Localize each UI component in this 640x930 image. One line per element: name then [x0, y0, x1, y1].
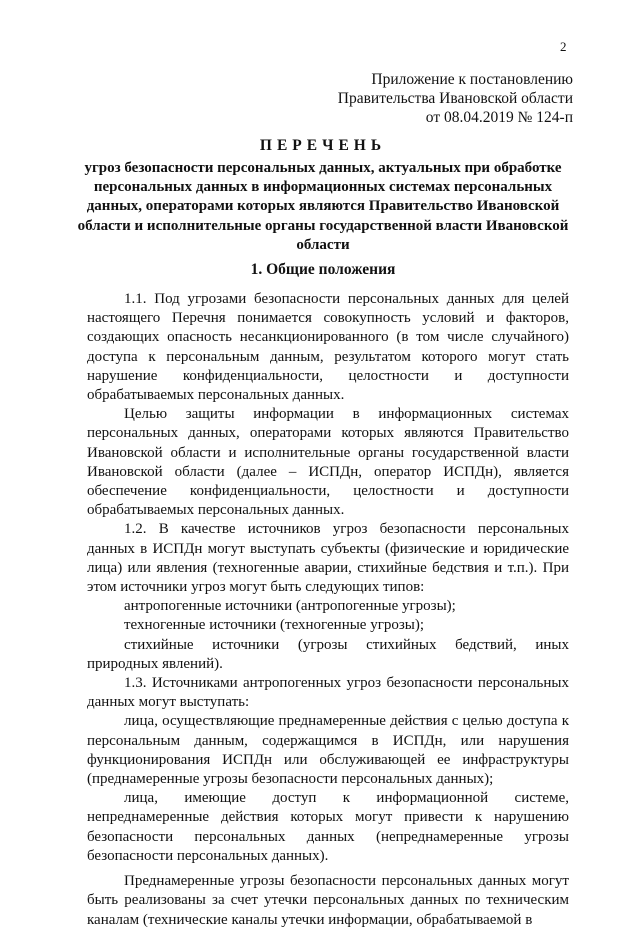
document-body [87, 290, 569, 930]
section-heading: 1. Общие положения [250, 261, 396, 278]
document-title: ПЕРЕЧЕНЬ [259, 137, 387, 154]
annex-line-2: Правительства Ивановской области [337, 90, 573, 107]
paragraph-1-3: 1.3. Источниками антропогенных угроз безопасности персональных данных могут выступать: [87, 675, 569, 711]
list-item-technogenic: техногенные источники (техногенные угрозы); [124, 617, 425, 634]
annex-line-1: Приложение к постановлению [371, 71, 573, 88]
paragraph-protection-goal: Целью защиты информации в информационных системах персональных данных, операторами которых являются Правительство Ивановской области и исполнительные органы государственной власти Ивановской области (далее – ИСПДн, оператор ИСПДн), является обеспечение конфиденциальности, целостности и доступности обрабатываемых персональных данных. [87, 406, 569, 519]
list-item-natural: стихийные источники (угрозы стихийных бедствий, иных природных явлений). [87, 636, 569, 672]
list-item-unintentional: лица, имеющие доступ к информационной системе, непреднамеренные действия которых могут привести к нарушению безопасности персональных данных (непреднамеренные угрозы безопасности персональных данных). [87, 790, 569, 864]
annex-header [338, 70, 573, 127]
paragraph-intentional-threats: Преднамеренные угрозы безопасности персональных данных могут быть реализованы за счет утечки персональных данных по техническим каналам (технические каналы утечки информации, обрабатываемой в [87, 873, 569, 928]
annex-line-3: от 08.04.2019 № 124-п [425, 109, 573, 126]
paragraph-1-1: 1.1. Под угрозами безопасности персональных данных для целей настоящего Перечня понимается совокупность условий и факторов, создающих опасность несанкционированного (в том числе случайного) доступа к персональным данным, результатом которого могут стать нарушение конфиденциальности, целостности и доступности обрабатываемых персональных данных. [87, 291, 569, 404]
document-subtitle: угроз безопасности персональных данных, актуальных при обработке персональных данных в информационных системах персональных данных, операторами которых являются Правительство Ивановской области и исполнительные органы государственной власти Ивановской области [77, 160, 569, 253]
page-number: 2 [560, 39, 567, 54]
paragraph-1-2: 1.2. В качестве источников угроз безопасности персональных данных в ИСПДн могут выступать субъекты (физические и юридические лица) или явления (техногенные аварии, стихийные бедствия и т.п.). При этом источники угроз могут быть следующих типов: [87, 521, 569, 596]
list-item-anthropogenic: антропогенные источники (антропогенные угрозы); [124, 598, 456, 615]
list-item-intentional: лица, осуществляющие преднамеренные действия с целью доступа к персональным данным, содержащимся в ИСПДн, или нарушения функционирования ИСПДн или обслуживающей ее инфраструктуры (преднамеренные угрозы безопасности персональных данных); [87, 713, 569, 788]
